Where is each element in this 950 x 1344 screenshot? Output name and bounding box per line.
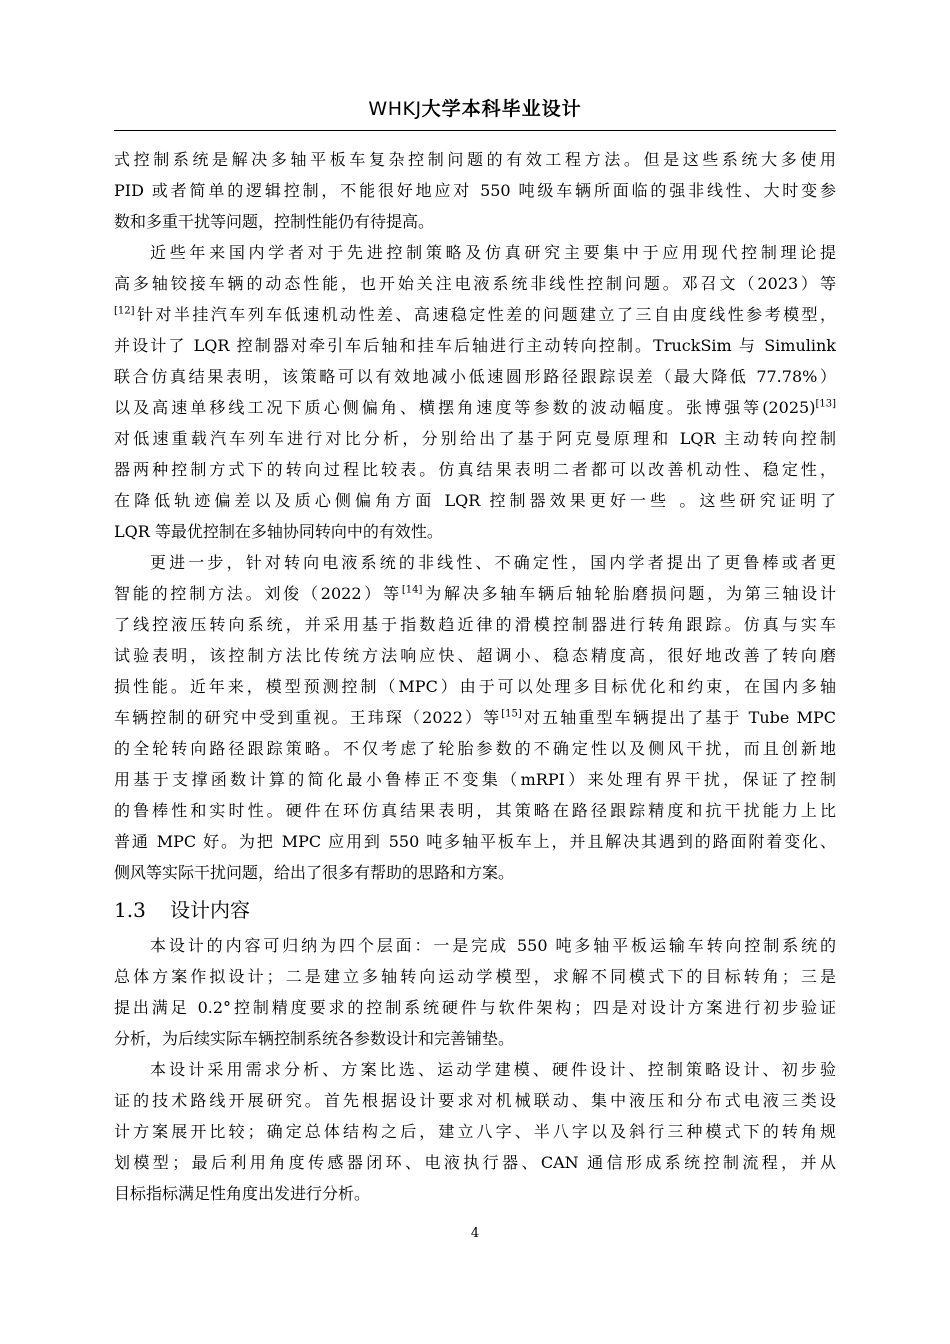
page-header — [114, 93, 836, 125]
text-line — [114, 702, 836, 733]
text-line: PID 或者简单的逻辑控制，不能很好地应对 550 吨级车辆所面临的强非线性、大时变参 — [114, 181, 836, 200]
text-line: 本设计采用需求分析、方案比选、运动学建模、硬件设计、控制策略设计、初步验 — [150, 1060, 836, 1079]
text-line — [114, 392, 836, 423]
text-span: 为解决多轴车辆后轴轮胎磨损问题，为第三轴设计 — [422, 584, 836, 603]
section-number: 1.3 — [114, 898, 146, 922]
text-line: 并设计了 LQR 控制器对牵引车后轴和挂车后轴进行主动转向控制。TruckSim 与 Simulink — [114, 336, 836, 355]
text-line: 数和多重干扰等问题，控制性能仍有待提高。 — [114, 212, 435, 231]
text-line: 目标指标满足性角度出发进行分析。 — [114, 1184, 371, 1203]
citation: [15] — [501, 708, 522, 720]
paragraph-4 — [114, 930, 836, 1054]
paragraph-3 — [114, 547, 836, 888]
section-title: 设计内容 — [170, 898, 250, 922]
text-line: LQR 等最优控制在多轴协同转向中的有效性。 — [114, 522, 443, 541]
citation: [14] — [401, 584, 423, 596]
text-line: 的鲁棒性和实时性。硬件在环仿真结果表明，其策略在路径跟踪精度和抗干扰能力上比 — [114, 801, 836, 820]
text-line: 证的技术路线开展研究。首先根据设计要求对机械联动、集中液压和分布式电液三类设 — [114, 1091, 836, 1110]
text-span: 车辆控制的研究中受到重视。王玮琛（2022）等 — [114, 708, 502, 727]
text-span: 以及高速单移线工况下质心侧偏角、横摆角速度等参数的波动幅度。张博强等(2025) — [114, 398, 816, 417]
text-line: 高多轴铰接车辆的动态性能，也开始关注电液系统非线性控制问题。邓召文（2023）等 — [114, 274, 836, 293]
text-line: 式控制系统是解决多轴平板车复杂控制问题的有效工程方法。但是这些系统大多使用 — [114, 150, 836, 169]
text-line: 损性能。近年来，模型预测控制（MPC）由于可以处理多目标优化和约束，在国内多轴 — [114, 677, 836, 696]
header-title: 大学本科毕业设计 — [421, 98, 582, 120]
text-line: 对低速重载汽车列车进行对比分析，分别给出了基于阿克曼原理和 LQR 主动转向控制 — [114, 429, 836, 448]
header-rule — [114, 130, 836, 131]
text-span: 针对半挂汽车列车低速机动性差、高速稳定性差的问题建立了三自由度线性参考模型， — [134, 305, 836, 324]
text-line: 近些年来国内学者对于先进控制策略及仿真研究主要集中于应用现代控制理论提 — [150, 243, 836, 262]
text-line: 提出满足 0.2°控制精度要求的控制系统硬件与软件架构；四是对设计方案进行初步验证 — [114, 998, 836, 1017]
text-line: 了线控液压转向系统，并采用基于指数趋近律的滑模控制器进行转角跟踪。仿真与实车 — [114, 615, 836, 634]
text-line: 普通 MPC 好。为把 MPC 应用到 550 吨多轴平板车上，并且解决其遇到的路面附着变化、 — [114, 832, 836, 851]
text-line: 联合仿真结果表明，该策略可以有效地减小低速圆形路径跟踪误差（最大降低 77.78%） — [114, 367, 836, 386]
paragraph-2 — [114, 237, 836, 547]
text-line: 划模型；最后利用角度传感器闭环、电液执行器、CAN 通信形成系统控制流程，并从 — [114, 1153, 836, 1172]
section-heading — [114, 890, 836, 930]
text-span: 智能的控制方法。刘俊（2022）等 — [114, 584, 402, 603]
paragraph-5 — [114, 1054, 836, 1209]
citation: [12] — [114, 305, 135, 317]
text-line: 在降低轨迹偏差以及质心侧偏角方面 LQR 控制器效果更好一些 。这些研究证明了 — [114, 491, 836, 510]
text-line: 用基于支撑函数计算的简化最小鲁棒正不变集（mRPI）来处理有界干扰，保证了控制 — [114, 770, 836, 789]
text-line: 计方案展开比较；确定总体结构之后，建立八字、半八字以及斜行三种模式下的转角规 — [114, 1122, 836, 1141]
text-line — [114, 578, 836, 609]
text-span: 对五轴重型车辆提出了基于 Tube MPC — [521, 708, 836, 727]
page-body — [114, 144, 836, 1209]
text-line: 本设计的内容可归纳为四个层面：一是完成 550 吨多轴平板运输车转向控制系统的 — [150, 936, 836, 955]
text-line: 器两种控制方式下的转向过程比较表。仿真结果表明二者都可以改善机动性、稳定性， — [114, 460, 836, 479]
text-line: 更进一步，针对转向电液系统的非线性、不确定性，国内学者提出了更鲁棒或者更 — [150, 553, 836, 572]
page-number: 4 — [470, 1226, 480, 1241]
header-brand: WHKJ — [368, 98, 422, 120]
text-line: 试验表明，该控制方法比传统方法响应快、超调小、稳态精度高，很好地改善了转向磨 — [114, 646, 836, 665]
text-line: 总体方案作拟设计；二是建立多轴转向运动学模型，求解不同模式下的目标转角；三是 — [114, 967, 836, 986]
text-line — [114, 299, 836, 330]
text-line: 的全轮转向路径跟踪策略。不仅考虑了轮胎参数的不确定性以及侧风干扰，而且创新地 — [114, 739, 836, 758]
paragraph-1 — [114, 144, 836, 237]
citation: [13] — [815, 398, 836, 410]
text-line: 分析，为后续实际车辆控制系统各参数设计和完善铺垫。 — [114, 1029, 515, 1048]
text-line: 侧风等实际干扰问题，给出了很多有帮助的思路和方案。 — [114, 863, 515, 882]
